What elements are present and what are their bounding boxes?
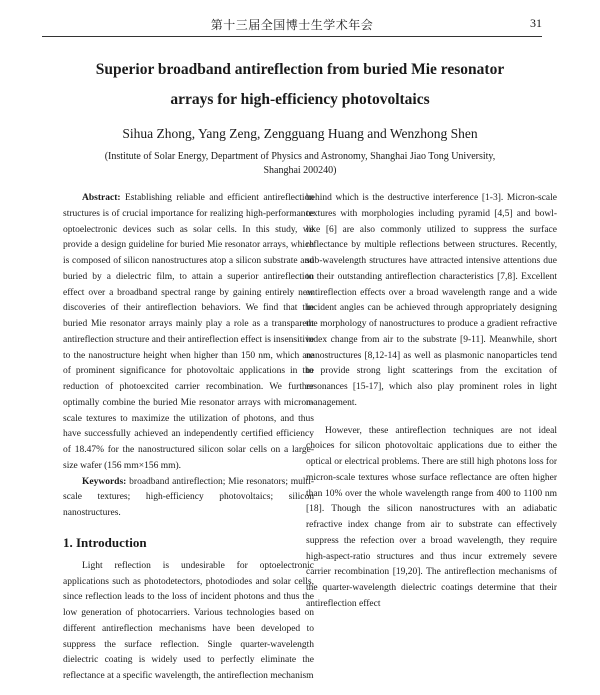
- paper-title-line2: arrays for high-efficiency photovoltaics: [170, 91, 430, 108]
- left-column: [63, 191, 314, 685]
- introduction-paragraph-2: However, these antireflection techniques are not ideal choices for silicon photovoltaic applications due to either the optical or electrical problems. There are still high photons loss for micron-scale textures whose surface reflectance are often higher than 10% over the whole wavelength range from 400 to 1100 nm [18]. Though the silicon nanostructures with an adiabatic refractive index change from air to substrate can effectively suppress the refection over a broad wavelength, they require high-aspect-ratio structures and thus incur extremely severe carrier recombination [19,20]. The antireflection mechanisms of the quarter-wavelength dielectric coatings determine that their antireflection effect: [306, 425, 557, 609]
- abstract-label: Abstract:: [82, 193, 121, 203]
- abstract-paragraph: [63, 191, 314, 475]
- section-heading-introduction: 1. Introduction: [63, 534, 147, 550]
- keywords-text: broadband antireflection; Mie resonators; multi-scale textures; high-efficiency photovoltaics; silicon nanostructures.: [63, 476, 315, 518]
- keywords-paragraph: [63, 475, 314, 522]
- page-number: 31: [530, 16, 542, 30]
- paper-title-line1: Superior broadband antireflection from buried Mie resonator: [95, 61, 505, 78]
- running-header: [42, 14, 542, 37]
- affiliation: [60, 150, 540, 178]
- affiliation-line1: (Institute of Solar Energy, Department of Physics and Astronomy, Shanghai Jiao Tong University,: [104, 151, 496, 162]
- keywords-label: Keywords:: [82, 476, 127, 487]
- introduction-paragraph-1: Light reflection is undesirable for optoelectronic applications such as photodetectors, photodiodes and solar cells, since reflection leads to the loss of incident photons and thus the low generation of photocarriers. Various technologies based on different antireflection mechanisms have been developed to suppress the surface reflection. Single quarter-wavelength dielectric coating is widely used to perfectly eliminate the reflectance at a specific wavelength, the antireflection mechanism: [63, 560, 314, 681]
- conference-name: 第十三届全国博士生学术年会: [210, 18, 374, 32]
- author-list: Sihua Zhong, Yang Zeng, Zengguang Huang and Wenzhong Shen: [122, 126, 478, 141]
- affiliation-line2: Shanghai 200240): [263, 165, 337, 176]
- abstract-text: Establishing reliable and efficient antireflection structures is of crucial importance for realizing high-performance optoelectronic devices such as solar cells. In this study, we provide a design guideline for buried Mie resonator arrays, which is composed of silicon nanostructures atop a silicon substrate and buried by a dielectric film, to attain a superior antireflection effect over a broadband spectral range by gaining entirely new discoveries of their antireflection behaviors. We find that the buried Mie resonator arrays mainly play a role as a transparent antireflection structure and their antireflection effect is insensitive to the nanostructure height when higher than 150 nm, which are of prominent significance for photovoltaic applications in the reduction of photoexcited carrier recombination. We further optimally combine the buried Mie resonator arrays with micron-scale textures to maximize the utilization of photons, and thus have successfully achieved an independently certified efficiency of 18.47% for the nanostructured silicon solar cells on a large-size wafer (156 mm×156 mm).: [63, 193, 314, 471]
- paper-title: [40, 55, 560, 115]
- right-column: [306, 191, 557, 613]
- introduction-paragraph-1-continued: behind which is the destructive interference [1-3]. Micron-scale textures with morphologies including pyramid [4,5] and bowl-like [6] are also commonly utilized to suppress the surface reflectance by multiple reflections between structures. Recently, sub-wavelength structures have attracted intensive attentions due to their outstanding antireflection characteristics [7,8]. Excellent antireflection effects over a broad wavelength range and a wide incident angles can be achieved through appropriately designing the morphology of nanostructures to produce a gradient refractive index change from air to the substrate [9-11]. Meanwhile, short nanostructures [8,12-14] as well as plasmonic nanoparticles tend to provide strong light scatterings from the excitation of resonances [15-17], which also play prominent roles in light management.: [306, 193, 557, 408]
